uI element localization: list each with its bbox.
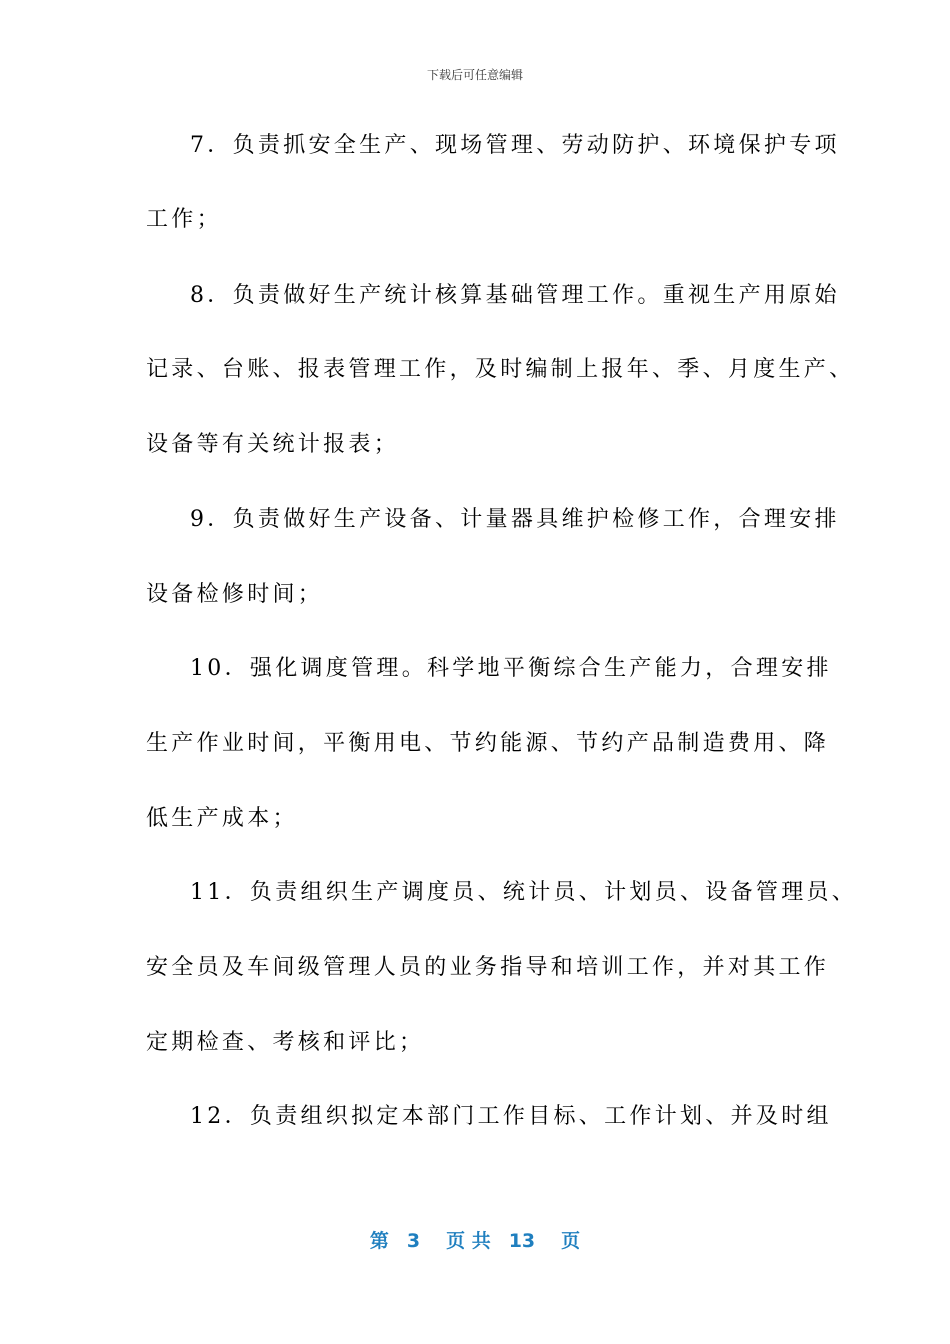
text-line: 定期检查、考核和评比； [146, 1030, 425, 1055]
text-line: 11．负责组织生产调度员、统计员、计划员、设备管理员、 [190, 880, 858, 905]
text-line: 工作； [146, 207, 222, 232]
text-line: 安全员及车间级管理人员的业务指导和培训工作，并对其工作 [146, 955, 830, 980]
footer-page-number: 3 [406, 1230, 421, 1252]
text-line: 12．负责组织拟定本部门工作目标、工作计划、并及时组 [190, 1104, 832, 1129]
footer-prefix: 第 [369, 1230, 389, 1252]
header-note: 下载后可任意编辑 [426, 68, 523, 82]
page-footer [0, 1226, 950, 1253]
footer-suffix: 页 [561, 1230, 581, 1252]
text-line: 10．强化调度管理。科学地平衡综合生产能力，合理安排 [190, 656, 832, 681]
text-line: 8．负责做好生产统计核算基础管理工作。重视生产用原始 [190, 283, 840, 308]
text-line: 记录、台账、报表管理工作，及时编制上报年、季、月度生产、 [146, 357, 855, 382]
footer-total-pages: 13 [508, 1230, 536, 1252]
text-line: 设备检修时间； [146, 582, 324, 607]
text-line: 7．负责抓安全生产、现场管理、劳动防护、环境保护专项 [190, 133, 840, 158]
text-line: 设备等有关统计报表； [146, 432, 400, 457]
text-line: 生产作业时间，平衡用电、节约能源、节约产品制造费用、降 [146, 731, 830, 756]
text-line: 9．负责做好生产设备、计量器具维护检修工作，合理安排 [190, 507, 840, 532]
footer-middle: 页 共 [446, 1230, 491, 1252]
text-line: 低生产成本； [146, 806, 298, 831]
